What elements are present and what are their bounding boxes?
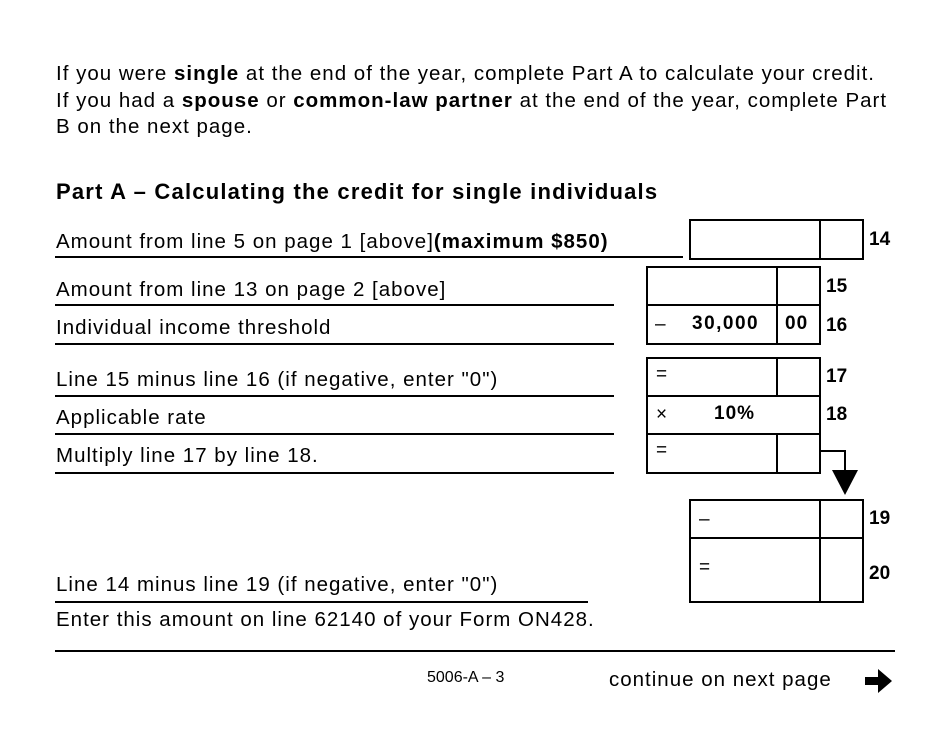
intro-single — [56, 61, 896, 88]
line-20-underline — [55, 601, 588, 603]
line-14-number: 14 — [869, 229, 891, 250]
line-20-instruction: Enter this amount on line 62140 of your Form ON428. — [56, 608, 595, 631]
line-17-cents-divider — [776, 357, 778, 395]
line-17-number: 17 — [826, 366, 848, 387]
intro-spouse-post: at the end of the year, complete Part B on the next page. — [56, 88, 888, 138]
line-17-equals-sign: = — [656, 364, 668, 385]
line-18-label: Applicable rate — [56, 406, 207, 429]
line-15-amount-field[interactable] — [648, 268, 776, 304]
multiply-underline — [55, 472, 614, 474]
line-20-amount-field[interactable] — [718, 539, 818, 601]
line-14-amount-field[interactable] — [689, 219, 864, 260]
line-16-minus-sign: – — [655, 314, 666, 335]
continue-text: continue on next page — [609, 668, 832, 691]
arrow-right-icon — [864, 668, 894, 694]
line-18-times-sign: × — [656, 404, 668, 425]
multiply-equals-sign: = — [656, 440, 668, 461]
line-16-number: 16 — [826, 315, 848, 336]
line-20-label: Line 14 minus line 19 (if negative, enter "0") — [56, 573, 499, 596]
line-15-underline — [55, 304, 614, 306]
line-14-underline — [55, 256, 683, 258]
multiply-label: Multiply line 17 by line 18. — [56, 444, 319, 467]
intro-single-post: at the end of the year, complete Part A to calculate your credit. — [239, 62, 875, 85]
line-20-equals-sign: = — [699, 557, 711, 578]
line-17-amount-field[interactable] — [675, 359, 775, 395]
multiply-cents-divider — [776, 433, 778, 474]
intro-single-bold: single — [173, 62, 240, 85]
line-19-number: 19 — [869, 508, 891, 529]
line-16-underline — [55, 343, 614, 345]
line-19-amount-field[interactable] — [718, 501, 818, 537]
part-a-title: Part A – Calculating the credit for single individuals — [56, 179, 659, 204]
lines-19-20-cents-divider — [819, 499, 821, 603]
line-18-rate: 10% — [714, 403, 756, 424]
page-number: 5006-A – 3 — [427, 669, 505, 686]
line-16-label: Individual income threshold — [56, 316, 332, 339]
line-16-dollars: 30,000 — [692, 313, 760, 334]
intro-single-pre: If you were — [56, 62, 174, 85]
multiply-amount-field[interactable] — [675, 435, 775, 473]
intro-spouse — [56, 88, 896, 141]
line-17-label: Line 15 minus line 16 (if negative, enter "0") — [56, 368, 499, 391]
line-14-maximum: (maximum $850) — [433, 230, 609, 253]
intro-spouse-mid: or — [259, 88, 294, 112]
line-18-underline — [55, 433, 614, 435]
line-14-label — [56, 230, 609, 254]
line-15-label: Amount from line 13 on page 2 [above] — [56, 278, 447, 301]
line-18-number: 18 — [826, 404, 848, 425]
intro-text — [56, 61, 896, 141]
footer-divider — [55, 650, 895, 652]
line-19-minus-sign: – — [699, 509, 710, 530]
line-15-16-divider — [646, 304, 821, 306]
line-15-number: 15 — [826, 276, 848, 297]
intro-spouse-pre: If you had a — [56, 88, 182, 112]
line-14-cents-divider — [819, 219, 821, 260]
line-17-underline — [55, 395, 614, 397]
lines-15-16-cents-divider — [776, 266, 778, 345]
line-17-18-divider — [646, 395, 821, 397]
intro-partner-bold: common-law partner — [293, 88, 513, 112]
line-16-cents: 00 — [785, 313, 809, 334]
line-14-label-text: Amount from line 5 on page 1 [above] — [56, 230, 434, 253]
line-20-number: 20 — [869, 563, 891, 584]
carry-down-arrow-icon — [818, 448, 864, 498]
intro-spouse-bold: spouse — [181, 88, 260, 112]
